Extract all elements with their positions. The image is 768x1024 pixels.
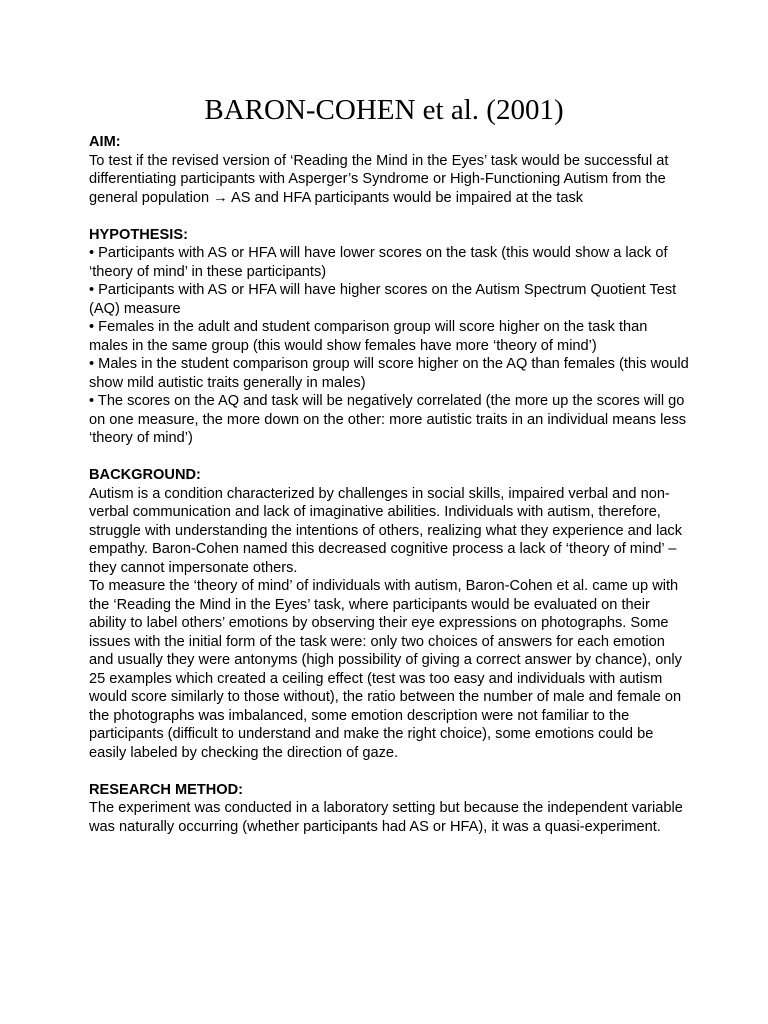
section-heading-background: BACKGROUND:: [89, 467, 201, 483]
research-method-paragraph: The experiment was conducted in a laboratory setting but because the independent variable was naturally occurring (whether participants had AS or HFA), it was a quasi-experiment.: [89, 800, 683, 835]
document-title: BARON-COHEN et al. (2001): [204, 94, 564, 126]
document-body: [89, 133, 689, 855]
background-paragraph-1: Autism is a condition characterized by challenges in social skills, impaired verbal and non-verbal communication and lack of imaginative abilities. Individuals with autism, therefore, struggle with understanding the intentions of others, realizing what they experience and lack empathy. Baron-Cohen named this decreased cognitive process a lack of ‘theory of mind’ – they cannot impersonate others.: [89, 485, 683, 576]
section-heading-research-method: RESEARCH METHOD:: [89, 781, 244, 798]
hypothesis-bullet-5: • The scores on the AQ and task will be negatively correlated (the more up the scores will go on one measure, the more down on the other: more autistic traits in an individual means less ‘theory of mind’): [89, 393, 687, 446]
hypothesis-bullet-4: • Males in the student comparison group will score higher on the AQ than females (this would show mild autistic traits generally in males): [89, 356, 689, 391]
background-paragraph-2: To measure the ‘theory of mind’ of individuals with autism, Baron-Cohen et al. came up with the ‘Reading the Mind in the Eyes’ task, where participants would be evaluated on their ability to label others’ emotions by observing their eye expressions on photographs. Some issues with the initial form of the task were: only two choices of answers for each emotion and usually they were antonyms (high possibility of giving a correct answer by chance), only 25 examples which created a ceiling effect (test was too easy and individuals with autism would score similarly to those without), the ratio between the number of male and female on the photographs was imbalanced, some emotion description were not familiar to the participants (difficult to understand and make the right choice), some emotions could be easily labeled by checking the direction of gaze.: [89, 578, 682, 761]
section-background: [89, 466, 689, 762]
aim-paragraph: To test if the revised version of ‘Reading the Mind in the Eyes’ task would be successful at differentiating participants with Asperger’s Syndrome or High-Functioning Autism from the general population → AS and HFA participants would be impaired at the task: [89, 152, 669, 206]
hypothesis-bullet-2: • Participants with AS or HFA will have higher scores on the Autism Spectrum Quotient Test (AQ) measure: [89, 282, 677, 317]
hypothesis-bullet-3: • Females in the adult and student comparison group will score higher on the task than males in the same group (this would show females have more ‘theory of mind’): [89, 319, 648, 354]
section-hypothesis: [89, 226, 689, 448]
section-heading-hypothesis: HYPOTHESIS:: [89, 226, 188, 243]
section-aim: [89, 133, 689, 207]
section-research-method: [89, 781, 689, 837]
section-heading-aim: AIM:: [89, 134, 121, 150]
hypothesis-bullet-1: • Participants with AS or HFA will have lower scores on the task (this would show a lack of ‘theory of mind’ in these participants): [89, 245, 668, 280]
